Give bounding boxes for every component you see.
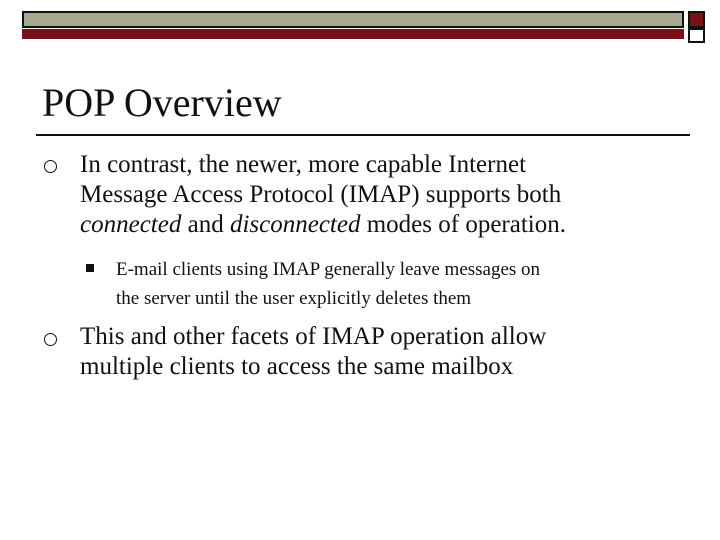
header-band-red [22, 29, 684, 39]
bullet-1-text [80, 150, 680, 240]
sub-bullet-1-line-1: E-mail clients using IMAP generally leave messages on [116, 259, 541, 280]
line-3-tail: modes of operation. [360, 211, 566, 238]
sub-bullet-1-line-2: the server until the user explicitly deletes them [116, 288, 472, 309]
bullet-1-line-3 [80, 210, 680, 240]
bullet-2-text [80, 322, 680, 382]
bullet-2-line-2: multiple clients to access the same mailbox [80, 353, 514, 380]
bullet-1-line-1: In contrast, the newer, more capable Internet [80, 151, 527, 178]
disconnected-emphasis: disconnected [229, 211, 361, 238]
hollow-circle-icon [44, 333, 57, 346]
connected-emphasis: connected [80, 211, 182, 238]
corner-square-red [688, 11, 705, 28]
corner-square-white [688, 28, 705, 43]
slide-title: POP Overview [42, 80, 282, 125]
bullet-1-line-2: Message Access Protocol (IMAP) supports both [80, 181, 562, 208]
title-underline [36, 134, 690, 136]
filled-square-icon [86, 264, 94, 272]
conjunction-and: and [181, 211, 230, 238]
header-band-gray [22, 11, 684, 28]
hollow-circle-icon [44, 160, 57, 173]
bullet-2-line-1: This and other facets of IMAP operation allow [80, 323, 547, 350]
sub-bullet-1-text [116, 255, 706, 313]
